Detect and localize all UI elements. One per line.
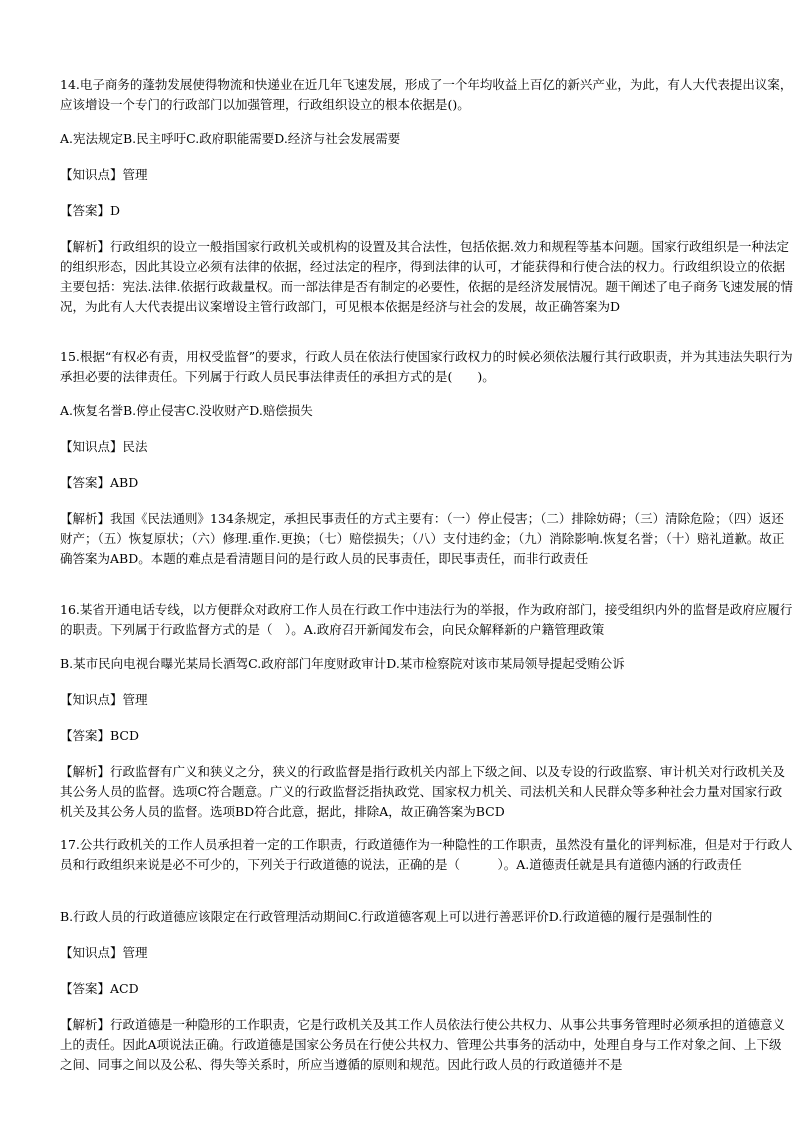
q15-stem: 15.根据“有权必有责，用权受监督”的要求，行政人员在依法行使国家行政权力的时候必须依法履行其行政职责，并为其违法失职行为承担必要的法律责任。下列属于行政人员民事法律责任的承担方式的是( )。 — [60, 349, 793, 384]
q14-answer: 【答案】D — [60, 203, 121, 218]
q17-stem: 17.公共行政机关的工作人员承担着一定的工作职责，行政道德作为一种隐性的工作职责，虽然没有量化的评判标准，但是对于行政人员和行政组织来说是必不可少的，下列关于行政道德的说法，正确的是（ ）。A.道德责任就是具有道德内涵的行政责任 — [60, 837, 793, 872]
q16-answer: 【答案】BCD — [60, 728, 140, 743]
q14-stem: 14.电子商务的蓬勃发展使得物流和快递业在近几年飞速发展，形成了一个年均收益上百亿的新兴产业，为此，有人大代表提出议案，应该增设一个专门的行政部门以加强管理，行政组织设立的根本依据是()。 — [60, 77, 793, 112]
q14-analysis: 【解析】行政组织的设立一般指国家行政机关或机构的设置及其合法性，包括依据.效力和规程等基本问题。国家行政组织是一种法定的组织形态，因此其设立必须有法律的依据，经过法定的程序，得到法律的认可，才能获得和行使合法的权力。行政组织设立的依据主要包括：宪法.法律.依据行政裁量权。而一部法律是否有制定的必要性，依据的是经济发展情况。题干阐述了电子商务飞速发展的情况，为此有人大代表提出议案增设主管行政部门，可见根本依据是经济与社会的发展，故正确答案为D — [60, 239, 793, 314]
q17-options: B.行政人员的行政道德应该限定在行政管理活动期间C.行政道德客观上可以进行善恶评价D.行政道德的履行是强制性的 — [60, 909, 713, 924]
q16-stem: 16.某省开通电话专线，以方便群众对政府工作人员在行政工作中违法行为的举报，作为政府部门，接受组织内外的监督是政府应履行的职责。下列属于行政监督方式的是（ ）。A.政府召开新闻发布会，向民众解释新的户籍管理政策 — [60, 602, 793, 637]
q15-answer: 【答案】ABD — [60, 475, 139, 490]
q16-analysis: 【解析】行政监督有广义和狭义之分，狭义的行政监督是指行政机关内部上下级之间、以及专设的行政监察、审计机关对行政机关及其公务人员的监督。选项C符合题意。广义的行政监督泛指执政党、国家权力机关、司法机关和人民群众等多种社会力量对国家行政机关及其公务人员的监督。选项BD符合此意，据此，排除A，故正确答案为BCD — [60, 764, 786, 819]
q17-analysis: 【解析】行政道德是一种隐形的工作职责，它是行政机关及其工作人员依法行使公共权力、从事公共事务管理时必须承担的道德意义上的责任。因此A项说法正确。行政道德是国家公务员在行使公共权力、管理公共事务的活动中，处理自身与工作对象之间、上下级之间、同事之间以及公私、得失等关系时，所应当遵循的原则和规范。因此行政人员的行政道德并不是 — [60, 1017, 786, 1072]
q14-options: A.宪法规定B.民主呼吁C.政府职能需要D.经济与社会发展需要 — [60, 131, 401, 146]
q16-options: B.某市民向电视台曝光某局长酒驾C.政府部门年度财政审计D.某市检察院对该市某局领导提起受贿公诉 — [60, 656, 625, 671]
q17-answer: 【答案】ACD — [60, 981, 139, 996]
q15-knowledge: 【知识点】民法 — [60, 439, 148, 454]
q15-options: A.恢复名誉B.停止侵害C.没收财产D.赔偿损失 — [60, 403, 313, 418]
q17-knowledge: 【知识点】管理 — [60, 945, 148, 960]
q15-analysis: 【解析】我国《民法通则》134条规定，承担民事责任的方式主要有：（一）停止侵害；（二）排除妨碍；（三）清除危险；（四）返还财产；（五）恢复原状；（六）修理.重作.更换；（七）赔偿损失；（八）支付违约金；（九）消除影响.恢复名誉；（十）赔礼道歉。故正确答案为ABD。本题的难点是看清题目问的是行政人员的民事责任，即民事责任，而非行政责任 — [60, 511, 785, 566]
q16-knowledge: 【知识点】管理 — [60, 692, 148, 707]
q14-knowledge: 【知识点】管理 — [60, 167, 148, 182]
